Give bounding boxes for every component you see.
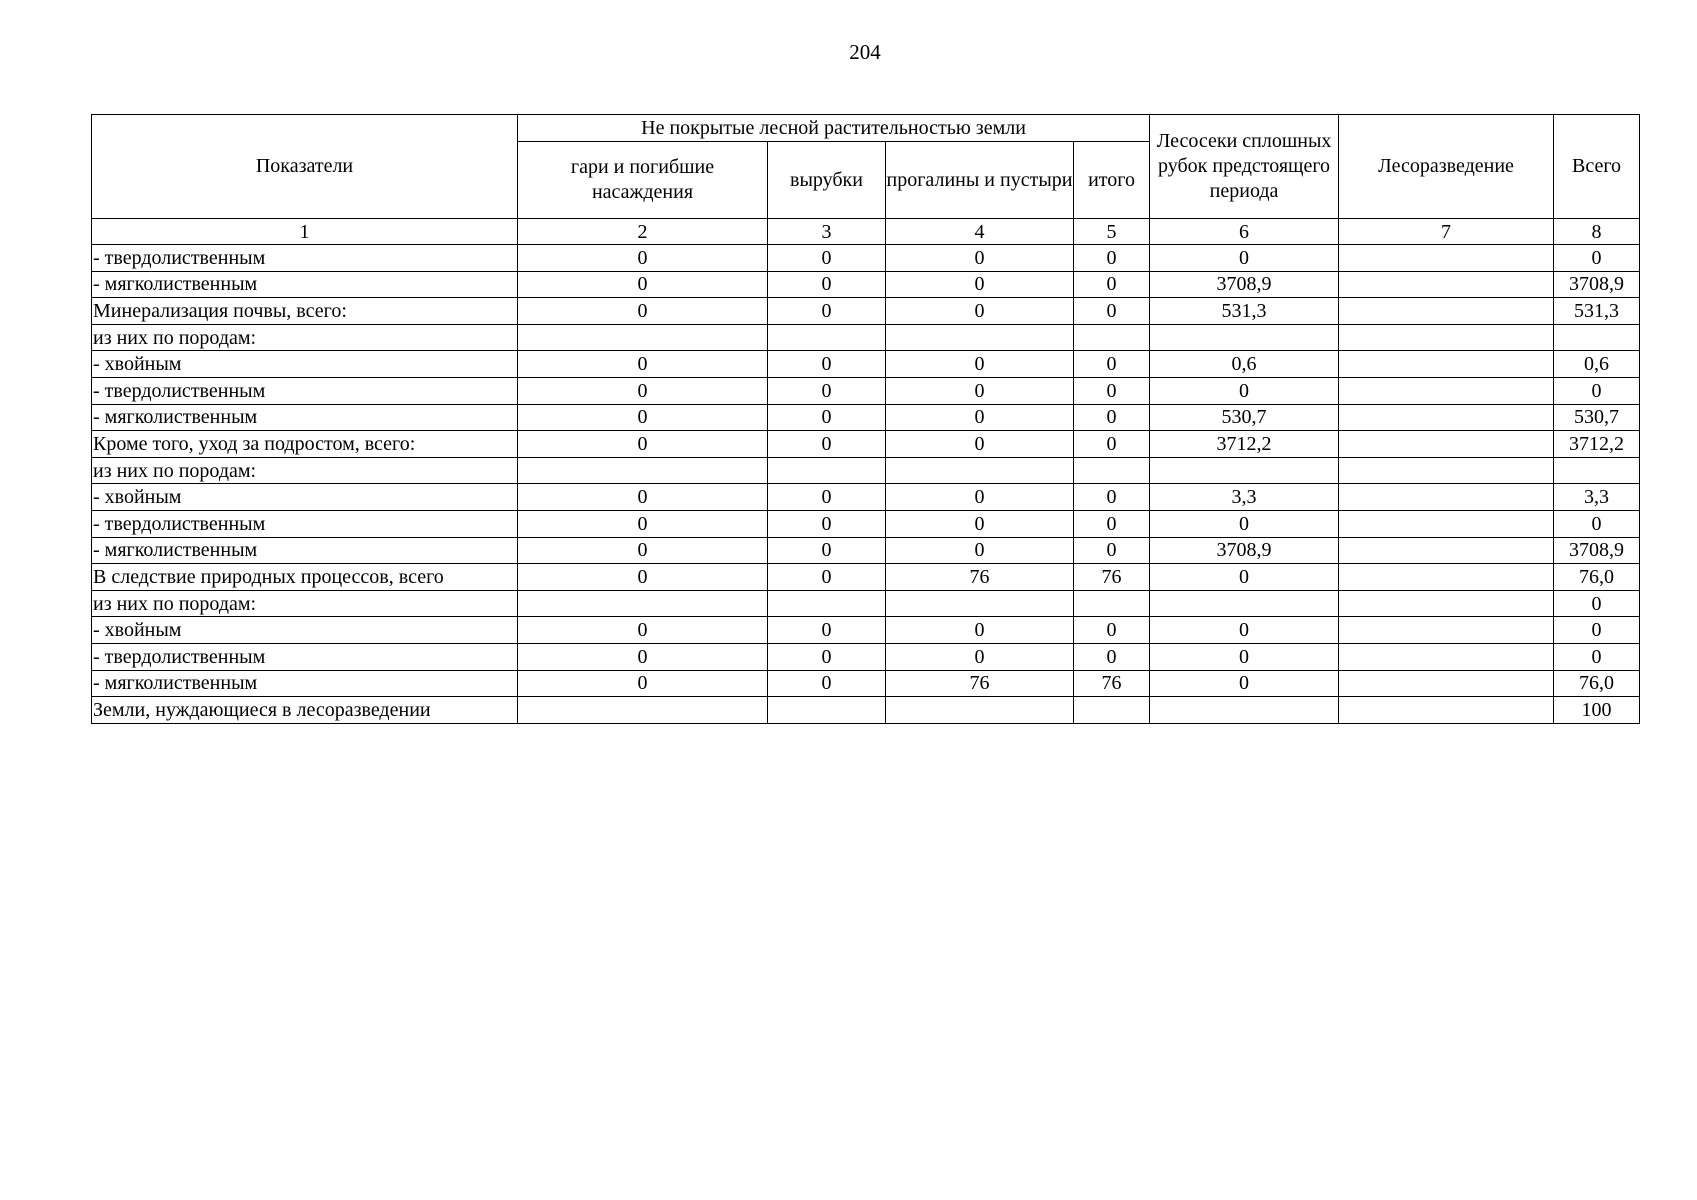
row-label: - твердолиственным (92, 377, 518, 404)
table-cell: 0 (518, 245, 768, 272)
table-cell: 0 (768, 617, 886, 644)
header-clearcuts: вырубки (768, 142, 886, 219)
table-row (92, 351, 1640, 378)
table-cell (1150, 457, 1339, 484)
column-number: 3 (768, 219, 886, 245)
table-row (92, 697, 1640, 724)
table-cell: 0 (1074, 351, 1150, 378)
table-cell: 0 (886, 298, 1074, 325)
table-cell (1339, 564, 1554, 591)
table-cell (518, 324, 768, 351)
table-cell: 0 (1074, 484, 1150, 511)
table-cell: 0 (886, 377, 1074, 404)
table-row (92, 377, 1640, 404)
column-number: 4 (886, 219, 1074, 245)
table-cell: 76 (1074, 564, 1150, 591)
table-cell: 0 (518, 510, 768, 537)
row-label: - мягколиственным (92, 670, 518, 697)
table-cell (1339, 617, 1554, 644)
table-cell (768, 324, 886, 351)
table-cell: 0 (1150, 643, 1339, 670)
header-total: Всего (1554, 115, 1640, 219)
table-row (92, 324, 1640, 351)
table-cell: 0 (1074, 271, 1150, 298)
table-cell: 0 (886, 404, 1074, 431)
header-indicators: Показатели (92, 115, 518, 219)
table-cell: 0 (768, 643, 886, 670)
table-cell: 0 (768, 271, 886, 298)
table-cell: 0 (1150, 617, 1339, 644)
table-cell: 0 (518, 670, 768, 697)
table-cell: 0 (1150, 564, 1339, 591)
table-cell: 0 (768, 298, 886, 325)
table-cell (1339, 590, 1554, 617)
table-cell: 0 (1554, 617, 1640, 644)
forestry-table (91, 114, 1640, 724)
table-cell: 0 (768, 377, 886, 404)
row-label: из них по породам: (92, 324, 518, 351)
table-row (92, 484, 1640, 511)
table-cell (768, 457, 886, 484)
table-cell (518, 590, 768, 617)
table-row (92, 617, 1640, 644)
table-cell: 0 (886, 537, 1074, 564)
row-label: - мягколиственным (92, 404, 518, 431)
table-cell (1074, 590, 1150, 617)
table-cell (1339, 245, 1554, 272)
table-cell: 0 (518, 643, 768, 670)
row-label: - хвойным (92, 351, 518, 378)
table-cell: 76,0 (1554, 564, 1640, 591)
table-cell (886, 590, 1074, 617)
row-label: Земли, нуждающиеся в лесоразведении (92, 697, 518, 724)
table-cell: 0 (1074, 404, 1150, 431)
table-cell (1339, 351, 1554, 378)
table-cell (1554, 457, 1640, 484)
table-row (92, 510, 1640, 537)
row-label: - твердолиственным (92, 245, 518, 272)
row-label: - твердолиственным (92, 643, 518, 670)
table-cell (1150, 590, 1339, 617)
row-label: - мягколиственным (92, 271, 518, 298)
table-cell: 0 (1074, 298, 1150, 325)
column-number: 8 (1554, 219, 1640, 245)
table-cell: 76 (886, 670, 1074, 697)
row-label: - хвойным (92, 484, 518, 511)
table-cell (1339, 697, 1554, 724)
table-cell: 530,7 (1150, 404, 1339, 431)
table-row (92, 590, 1640, 617)
table-cell: 3708,9 (1554, 537, 1640, 564)
table-cell: 0 (886, 643, 1074, 670)
table-cell: 0 (768, 404, 886, 431)
header-subtotal: итого (1074, 142, 1150, 219)
table-cell: 0 (1554, 377, 1640, 404)
table-cell: 0 (1074, 510, 1150, 537)
table-row (92, 404, 1640, 431)
table-cell: 3708,9 (1554, 271, 1640, 298)
table-cell: 0 (886, 271, 1074, 298)
table-cell (1339, 457, 1554, 484)
table-row (92, 564, 1640, 591)
table-cell: 0 (1074, 377, 1150, 404)
table-row (92, 670, 1640, 697)
table-cell (1339, 643, 1554, 670)
table-cell: 76 (1074, 670, 1150, 697)
column-number: 5 (1074, 219, 1150, 245)
table-cell (1339, 670, 1554, 697)
table-cell (1339, 324, 1554, 351)
table-cell (1074, 697, 1150, 724)
table-body (92, 245, 1640, 724)
table-cell: 0 (1074, 537, 1150, 564)
column-number: 7 (1339, 219, 1554, 245)
table-cell (1339, 404, 1554, 431)
table-cell: 0 (518, 537, 768, 564)
table-cell: 0 (518, 351, 768, 378)
table-cell: 531,3 (1554, 298, 1640, 325)
table-cell (518, 697, 768, 724)
table-cell: 0 (518, 404, 768, 431)
table-cell: 0 (768, 510, 886, 537)
table-cell (1339, 537, 1554, 564)
header-afforestation: Лесоразведение (1339, 115, 1554, 219)
table-cell: 0 (518, 377, 768, 404)
table-cell (886, 324, 1074, 351)
table-cell (886, 457, 1074, 484)
table-cell: 3708,9 (1150, 537, 1339, 564)
table-cell: 0 (1554, 590, 1640, 617)
table-row (92, 298, 1640, 325)
table-cell: 0,6 (1554, 351, 1640, 378)
table-cell: 0 (1074, 245, 1150, 272)
table-cell: 0 (1150, 510, 1339, 537)
table-cell: 0,6 (1150, 351, 1339, 378)
table-row (92, 537, 1640, 564)
row-label: Минерализация почвы, всего: (92, 298, 518, 325)
table-row (92, 245, 1640, 272)
table-cell: 0 (1554, 643, 1640, 670)
row-label: Кроме того, уход за подростом, всего: (92, 431, 518, 458)
header-burned: гари и погибшие насаждения (518, 142, 768, 219)
table-cell (1074, 457, 1150, 484)
table-cell: 3712,2 (1554, 431, 1640, 458)
table-cell: 0 (518, 564, 768, 591)
row-label: - хвойным (92, 617, 518, 644)
table-cell (768, 697, 886, 724)
table-cell: 0 (1150, 670, 1339, 697)
table-cell: 0 (518, 271, 768, 298)
table-cell: 0 (1554, 510, 1640, 537)
table-cell (1339, 431, 1554, 458)
table-row (92, 431, 1640, 458)
table-cell: 0 (768, 564, 886, 591)
table-cell: 3708,9 (1150, 271, 1339, 298)
row-label: из них по породам: (92, 590, 518, 617)
header-group-not-covered: Не покрытые лесной растительностью земли (518, 115, 1150, 142)
table-cell: 0 (768, 245, 886, 272)
table-row (92, 271, 1640, 298)
table-cell (1074, 324, 1150, 351)
table-cell: 530,7 (1554, 404, 1640, 431)
table-cell: 0 (768, 351, 886, 378)
table-cell: 100 (1554, 697, 1640, 724)
header-cutting-areas: Лесосеки сплошных рубок предстоящего периода (1150, 115, 1339, 219)
table-cell: 0 (518, 298, 768, 325)
table-cell: 0 (518, 617, 768, 644)
table-cell: 0 (1074, 643, 1150, 670)
table-cell: 0 (768, 670, 886, 697)
column-number: 6 (1150, 219, 1339, 245)
table-cell: 76,0 (1554, 670, 1640, 697)
table-cell: 0 (886, 617, 1074, 644)
table-cell: 0 (886, 351, 1074, 378)
table-cell (1150, 697, 1339, 724)
column-number: 2 (518, 219, 768, 245)
header-glades: прогалины и пустыри (886, 142, 1074, 219)
table-cell: 3,3 (1150, 484, 1339, 511)
row-label: - твердолиственным (92, 510, 518, 537)
table-cell (1339, 377, 1554, 404)
table-cell (1150, 324, 1339, 351)
table-header (92, 115, 1640, 245)
table-cell: 0 (518, 484, 768, 511)
table-cell: 0 (886, 510, 1074, 537)
table-cell: 3712,2 (1150, 431, 1339, 458)
table-cell: 0 (1074, 431, 1150, 458)
row-label: - мягколиственным (92, 537, 518, 564)
table-cell: 0 (1074, 617, 1150, 644)
table-cell: 0 (768, 431, 886, 458)
table-cell: 76 (886, 564, 1074, 591)
table-cell (886, 697, 1074, 724)
table-cell (1339, 484, 1554, 511)
table-cell: 0 (886, 431, 1074, 458)
table-cell (518, 457, 768, 484)
page-number: 204 (849, 40, 881, 64)
row-label: В следствие природных процессов, всего (92, 564, 518, 591)
column-number: 1 (92, 219, 518, 245)
table-cell (1339, 298, 1554, 325)
table-cell: 0 (1150, 245, 1339, 272)
table-cell (768, 590, 886, 617)
table-cell (1339, 510, 1554, 537)
row-label: из них по породам: (92, 457, 518, 484)
table-row (92, 457, 1640, 484)
table-cell: 0 (768, 537, 886, 564)
table-row (92, 643, 1640, 670)
table-cell: 0 (768, 484, 886, 511)
table-cell: 0 (1150, 377, 1339, 404)
column-number-row (92, 219, 1640, 245)
table-cell: 531,3 (1150, 298, 1339, 325)
table-cell: 3,3 (1554, 484, 1640, 511)
table-cell: 0 (518, 431, 768, 458)
table-cell: 0 (886, 245, 1074, 272)
table-cell: 0 (1554, 245, 1640, 272)
table-cell (1339, 271, 1554, 298)
table-cell: 0 (886, 484, 1074, 511)
table-cell (1554, 324, 1640, 351)
